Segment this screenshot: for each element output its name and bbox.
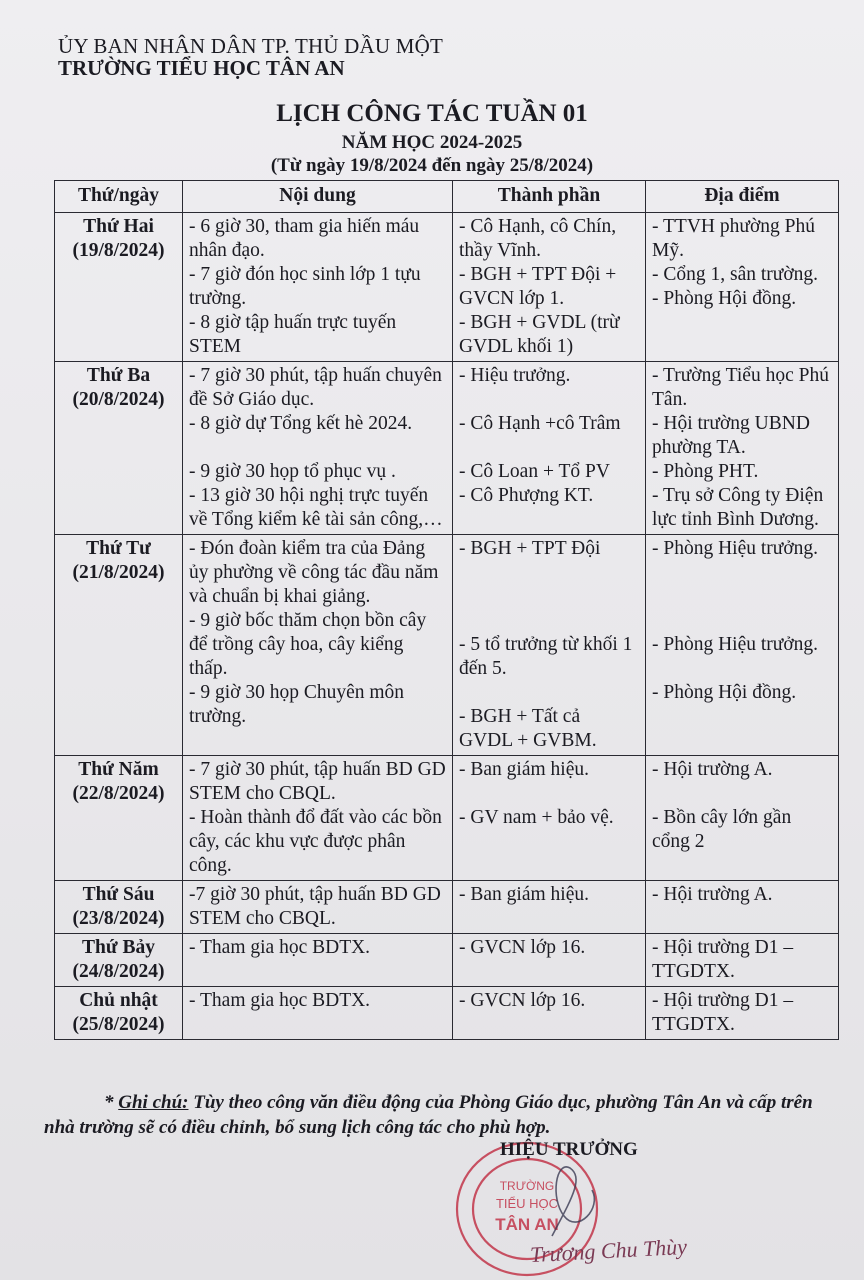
content-cell: - 7 giờ 30 phút, tập huấn chuyên đề Sở Giáo dục. - 8 giờ dự Tổng kết hè 2024. - 9 giờ 30 họp tổ phục vụ . - 13 giờ 30 hội nghị trực tuyến về Tổng kiểm kê tài sản công,… (183, 362, 453, 535)
schedule-table (54, 180, 839, 1040)
location-cell: - Hội trường A. (646, 881, 839, 934)
participants-cell: - GVCN lớp 16. (453, 934, 646, 987)
org-line-2: TRƯỜNG TIỂU HỌC TÂN AN (58, 56, 345, 80)
day-date: (19/8/2024) (72, 240, 165, 261)
location-cell: - Trường Tiểu học Phú Tân. - Hội trường UBND phường TA. - Phòng PHT. - Trụ sở Công ty Điện lực tỉnh Bình Dương. (646, 362, 839, 535)
participants-cell: - Cô Hạnh, cô Chín, thầy Vĩnh. - BGH + TPT Đội + GVCN lớp 1. - BGH + GVDL (trừ GVDL khối 1) (453, 213, 646, 362)
day-cell (55, 987, 183, 1040)
table-row (55, 934, 839, 987)
day-name: Thứ Năm (78, 759, 159, 780)
day-cell (55, 535, 183, 756)
participants-cell: - BGH + TPT Đội - 5 tổ trưởng từ khối 1 đến 5. - BGH + Tất cả GVDL + GVBM. (453, 535, 646, 756)
day-name: Thứ Hai (83, 216, 154, 237)
content-cell: - Tham gia học BDTX. (183, 934, 453, 987)
content-cell: -7 giờ 30 phút, tập huấn BD GD STEM cho CBQL. (183, 881, 453, 934)
day-date: (21/8/2024) (72, 562, 165, 583)
table-header-row (55, 181, 839, 213)
footnote-text: Tùy theo công văn điều động của Phòng Giáo dục, phường Tân An và cấp trên nhà trường sẽ có điều chỉnh, bổ sung lịch công tác cho phù hợp. (44, 1092, 813, 1138)
day-cell (55, 756, 183, 881)
day-date: (24/8/2024) (72, 961, 165, 982)
header-day: Thứ/ngày (55, 181, 183, 213)
org-line-1: ỦY BAN NHÂN DÂN TP. THỦ DẦU MỘT (58, 34, 443, 58)
participants-cell: - GVCN lớp 16. (453, 987, 646, 1040)
signature-title: HIỆU TRƯỞNG (500, 1139, 638, 1160)
header-content: Nội dung (183, 181, 453, 213)
content-cell: - 7 giờ 30 phút, tập huấn BD GD STEM cho CBQL. - Hoàn thành đổ đất vào các bồn cây, các khu vực được phân công. (183, 756, 453, 881)
day-date: (22/8/2024) (72, 783, 165, 804)
document-title: LỊCH CÔNG TÁC TUẦN 01 (276, 100, 588, 127)
participants-cell: - Ban giám hiệu. - GV nam + bảo vệ. (453, 756, 646, 881)
day-name: Thứ Tư (86, 538, 151, 559)
location-cell: - Phòng Hiệu trưởng. - Phòng Hiệu trưởng. - Phòng Hội đồng. (646, 535, 839, 756)
day-name: Thứ Ba (86, 365, 151, 386)
stamp-line-2: TIỂU HỌC (495, 1196, 559, 1211)
participants-cell: - Hiệu trưởng. - Cô Hạnh +cô Trâm - Cô Loan + Tổ PV - Cô Phượng KT. (453, 362, 646, 535)
day-cell (55, 362, 183, 535)
stamp-line-1: TRƯỜNG (499, 1179, 555, 1193)
day-date: (20/8/2024) (72, 389, 165, 410)
footnote-label: Ghi chú: (118, 1092, 189, 1113)
day-name: Chủ nhật (79, 990, 158, 1011)
location-cell: - Hội trường D1 – TTGDTX. (646, 987, 839, 1040)
day-name: Thứ Bảy (82, 937, 155, 958)
day-date: (25/8/2024) (72, 1014, 165, 1035)
footnote-marker: * (104, 1092, 119, 1113)
content-cell: - Đón đoàn kiểm tra của Đảng ủy phường về công tác đầu năm và chuẩn bị khai giảng. - 9 giờ bốc thăm chọn bồn cây để trồng cây hoa, cây kiểng thấp. - 9 giờ 30 họp Chuyên môn trường. (183, 535, 453, 756)
day-date: (23/8/2024) (72, 908, 165, 929)
day-name: Thứ Sáu (82, 884, 155, 905)
footnote (44, 1090, 834, 1140)
location-cell: - Hội trường A. - Bồn cây lớn gần cổng 2 (646, 756, 839, 881)
table-row (55, 987, 839, 1040)
stamp-line-3: TÂN AN (495, 1215, 559, 1234)
content-cell: - 6 giờ 30, tham gia hiến máu nhân đạo. - 7 giờ đón học sinh lớp 1 tựu trường. - 8 giờ tập huấn trực tuyến STEM (183, 213, 453, 362)
day-cell (55, 881, 183, 934)
table-row (55, 756, 839, 881)
day-cell (55, 934, 183, 987)
participants-cell: - Ban giám hiệu. (453, 881, 646, 934)
table-row (55, 213, 839, 362)
table-row (55, 535, 839, 756)
location-cell: - Hội trường D1 – TTGDTX. (646, 934, 839, 987)
school-year: NĂM HỌC 2024-2025 (341, 132, 523, 153)
table-row (55, 881, 839, 934)
location-cell: - TTVH phường Phú Mỹ. - Cổng 1, sân trường. - Phòng Hội đồng. (646, 213, 839, 362)
signer-name: Trương Chu Thùy (529, 1233, 688, 1268)
content-cell: - Tham gia học BDTX. (183, 987, 453, 1040)
table-row (55, 362, 839, 535)
header-location: Địa điểm (646, 181, 839, 213)
day-cell (55, 213, 183, 362)
header-participants: Thành phần (453, 181, 646, 213)
date-range: (Từ ngày 19/8/2024 đến ngày 25/8/2024) (270, 155, 594, 176)
